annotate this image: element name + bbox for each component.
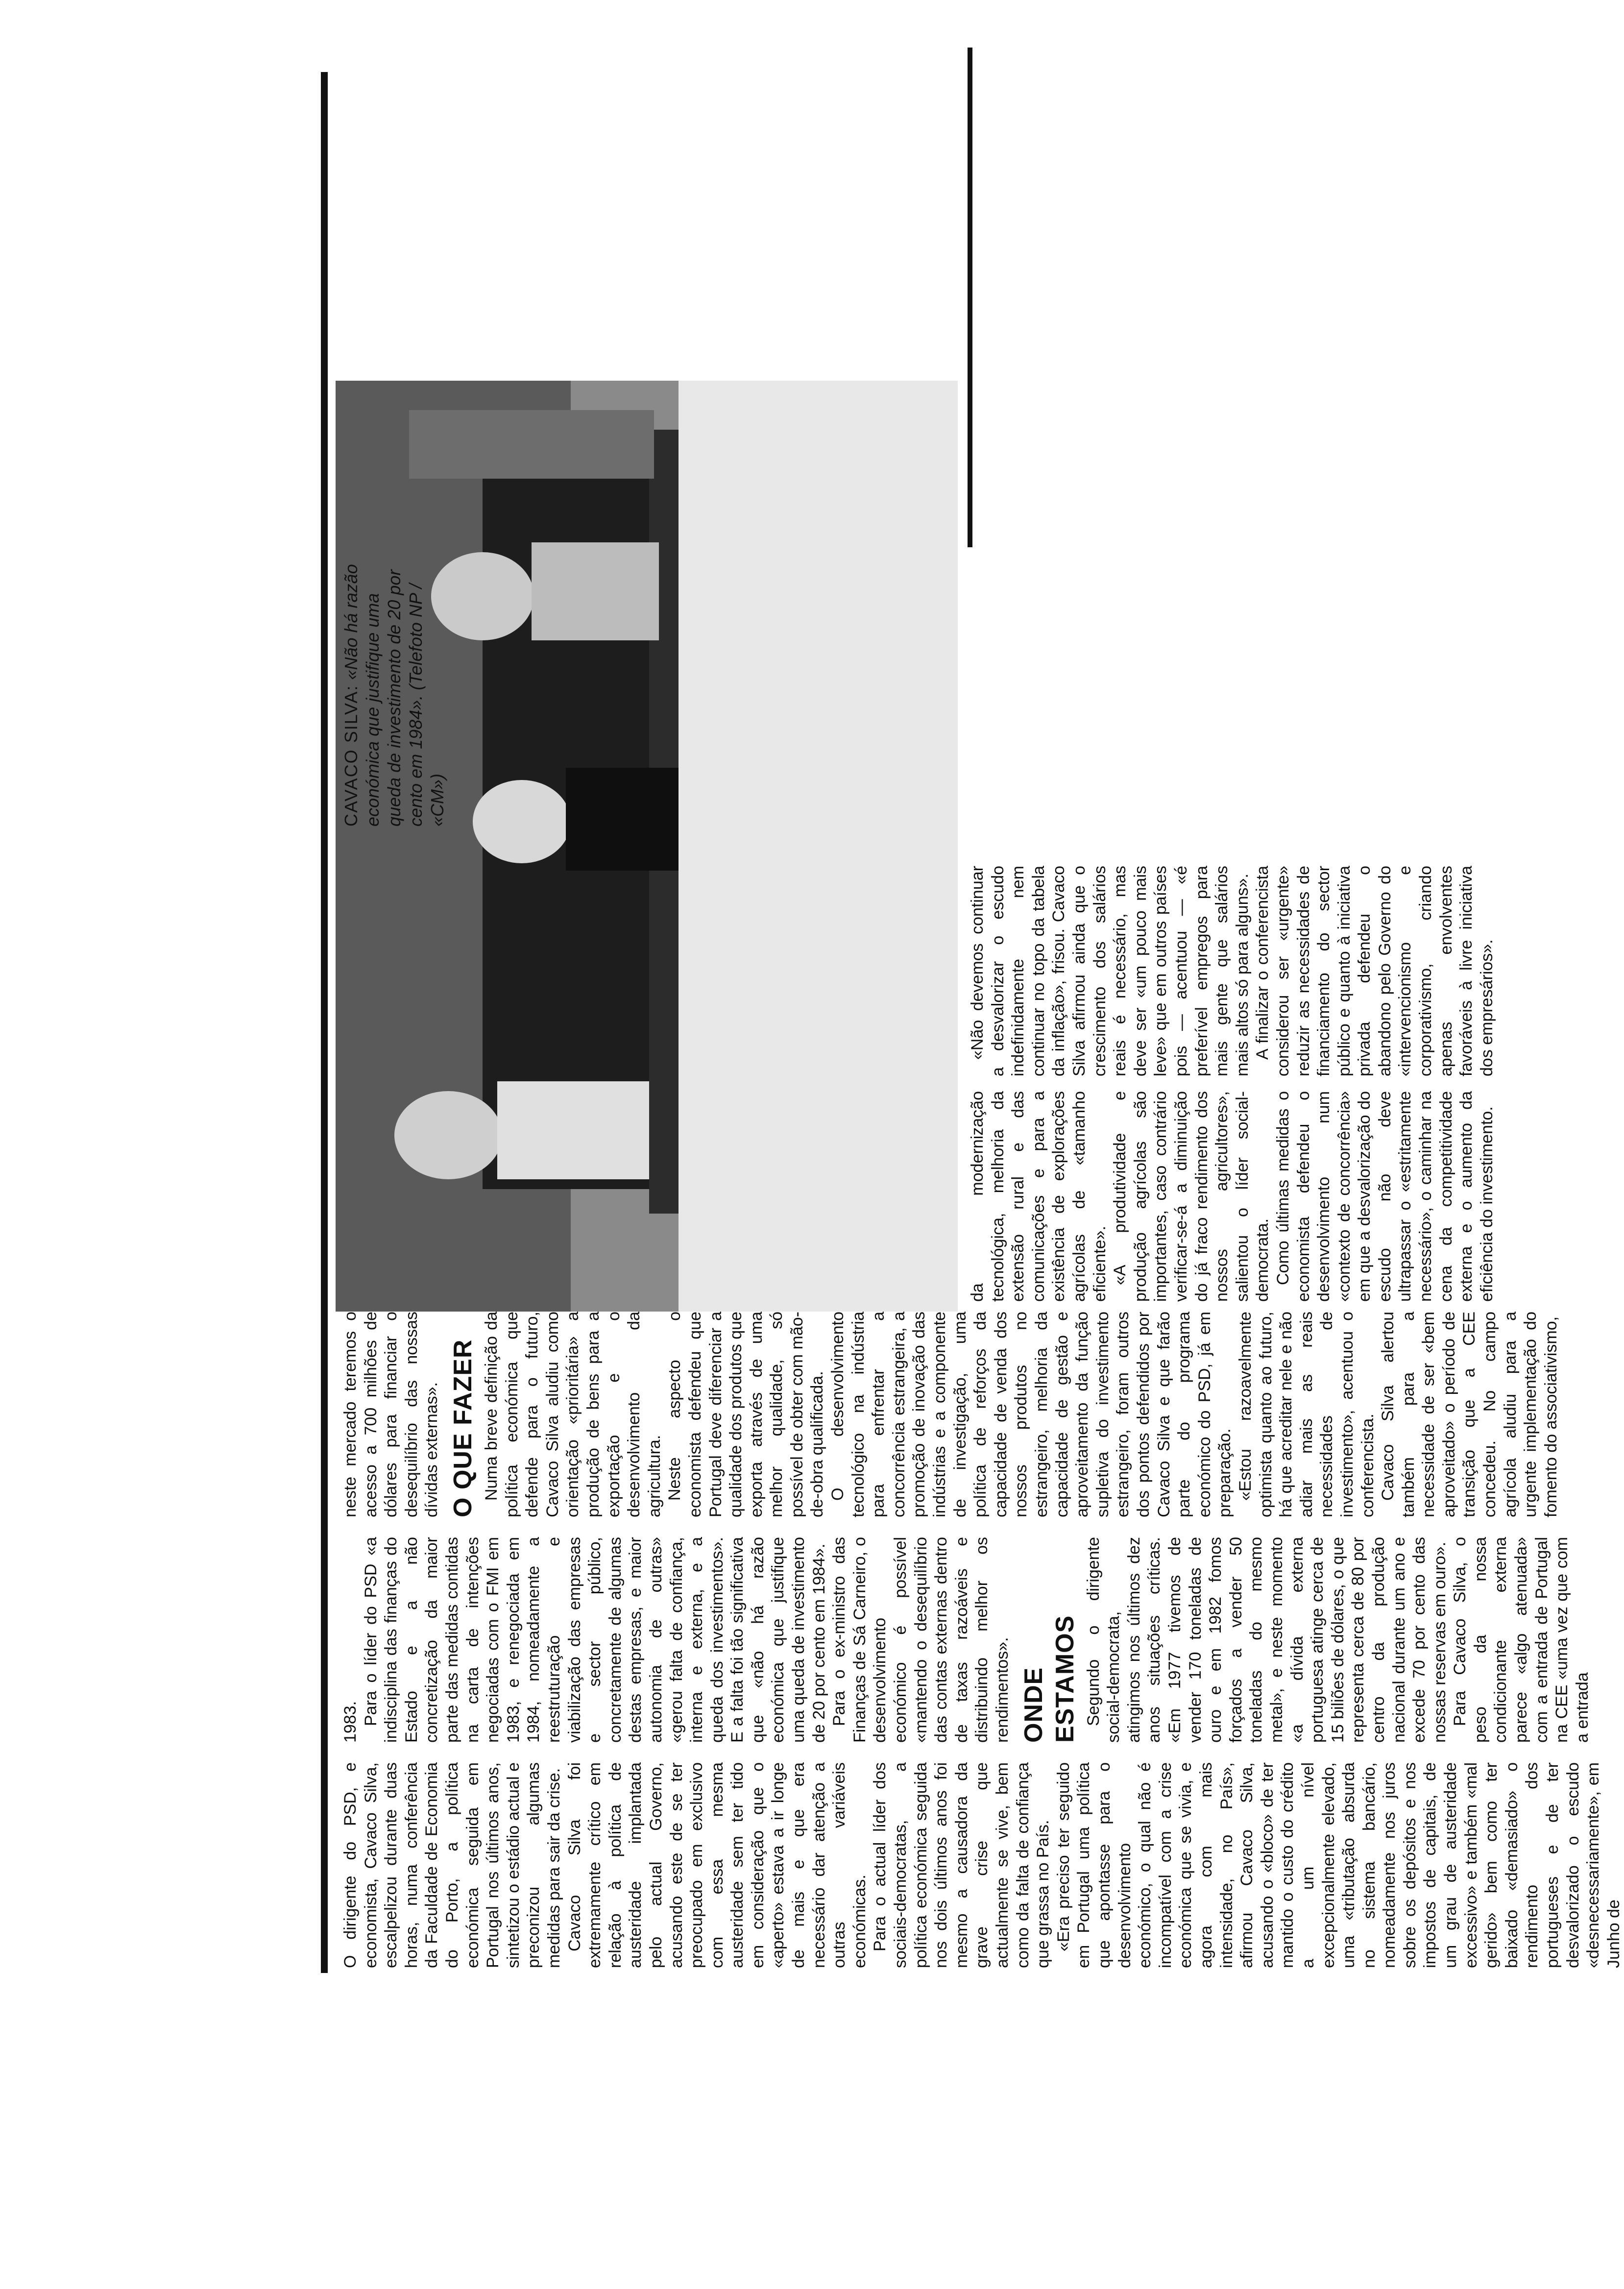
article-column-2 — [340, 1537, 1593, 1743]
caption-text: «Não há razão económica que justifique uma queda de investimento de 20 por cento em 1984». (Telefoto NP / «CM») — [341, 564, 447, 827]
paragraph: Para o líder do PSD «a indisciplina das finanças do Estado e a não concretização da maior parte das medidas contidas na carta de intenções negociadas com o FMI em 1983, e renegociada em 1984, nomeadamente a reestruturação e viabilização das empresas e sector público, concretamente de algumas destas empresas, e maior autonomia de outras» «gerou falta de confiança, interna e externa, e a queda dos investimentos». E a falta foi tão significativa que «não há razão económica que justifique uma queda de investimento de 20 por cento em 1984». — [361, 1537, 828, 1743]
paragraph: A finalizar o conferencista considerou ser «urgente» reduzir as necessidades de financiamento do sector público e quanto à iniciativa privada defendeu o abandono pelo Governo do «intervencionismo e corporativismo, criando apenas envolventes favoráveis à livre iniciativa dos empresários». — [1253, 866, 1496, 1076]
section-heading-onde-estamos: ONDE ESTAMOS — [1019, 1615, 1079, 1743]
paragraph: Como últimas medidas o economista defendeu o desenvolvimento num «contexto de concorrência» em que a desvalorização do escudo não deve ultrapassar o «estritamente necessário», o caminhar na cena da competitividade externa e o aumento da eficiência do investimento. — [1273, 1091, 1496, 1302]
paragraph: Cavaco Silva foi extremamente crítico em relação à política de austeridade implantada pelo actual Governo, acusando este de se ter preocupado em exclusivo com essa mesma austeridade sem ter tido em consideração que o «aperto» estava a ir longe de mais e que era necessário dar atenção a outras variáveis económicas. — [565, 1762, 869, 1968]
paragraph: neste mercado teremos o acesso a 700 milhões de dólares para financiar o desequilíbrio das nossas dívidas externas». — [341, 1312, 441, 1517]
paragraph: Neste aspecto o economista defendeu que Portugal deve diferenciar a qualidade dos produtos que exporta através de uma melhor qualidade, só possível de obter com mão-de-obra qualificada. — [665, 1312, 827, 1517]
paragraph: Para Cavaco Silva, o peso da nossa condicionante externa parece «algo atenuada» com a entrada de Portugal na CEE «uma vez que com a entrada — [1451, 1537, 1592, 1743]
paragraph: Numa breve definição da política económica que defende para o futuro, Cavaco Silva aludiu como orientação «prioritária» a produção de bens para a exportação e o desenvolvimento da agricultura. — [482, 1312, 664, 1517]
article-column-5 — [968, 866, 1497, 1076]
paragraph: Cavaco Silva alertou também para a necessidade de ser «bem aproveitado» o período de transição que a CEE concedeu. No campo agrícola aludiu para a urgente implementação do fomento do associativismo, — [1379, 1312, 1560, 1517]
paragraph: Para o ex-ministro das Finanças de Sá Carneiro, o desenvolvimento económico é possível «mantendo o desequilíbrio das contas externas dentro de taxas razoáveis e distribuindo melhor os rendimentos». — [830, 1537, 1012, 1743]
paragraph: Para o actual líder dos sociais-democratas, a política económica seguida nos dois últimos anos foi mesmo a causadora da grave crise que actualmente se vive, bem como da falta de confiança que grassa no País. — [871, 1762, 1053, 1968]
article-column-4 — [968, 1091, 1497, 1302]
paragraph: «Era preciso ter seguido em Portugal uma política que apontasse para o desenvolvimento económico, o qual não é incompatível com a crise económica que se vivia, e agora com mais intensidade, no País», afirmou Cavaco Silva, acusando o «bloco» de ter mantido o custo do crédito a um nível excepcionalmente elevado, uma «tributação absurda no sistema bancário, nomeadamente nos juros sobre os depósitos e nos impostos de capitais, de um grau de austeridade excessivo» e também «mal gerido» bem como ter baixado «demasiado» o rendimento dos portugueses e de ter desvalorizado o escudo «desnecessariamente», em Junho de — [1054, 1762, 1623, 1968]
caption-rule — [968, 48, 972, 547]
article-column-1 — [340, 1762, 1624, 1968]
paragraph: «A produtividade e produção agrícolas são importantes, caso contrário verificar-se-á a diminuição do já fraco rendimento dos nossos agricultores», salientou o líder social-democrata. — [1111, 1091, 1272, 1302]
rotated-newspaper-page — [321, 40, 1623, 1968]
paragraph: Segundo o dirigente social-democrata, atingimos nos últimos dez anos situações críticas. «Em 1977 tivemos de vender 170 toneladas de ouro e em 1982 fomos forçados a vender 50 toneladas do mesmo metal», e neste momento «a dívida externa portuguesa atinge cerca de 15 biliões de dólares, o que representa cerca de 80 por centro da produção nacional durante um ano e excede 70 por cento das nossas reservas em ouro». — [1084, 1537, 1449, 1743]
section-heading-o-que-fazer: O QUE FAZER — [448, 1339, 477, 1517]
news-photo — [336, 381, 958, 1312]
top-rule — [321, 72, 328, 1973]
paragraph: O desenvolvimento tecnológico na indústria para enfrentar a concorrência estrangeira, a promoção de inovação das indústrias e a componente de investigação, uma política de reforços da capacidade de venda dos nossos produtos no estrangeiro, melhoria da capacidade de gestão e aproveitamento da função supletiva do investimento estrangeiro, foram outros dos pontos defendidos por Cavaco Silva e que farão parte do programa económico do PSD, já em preparação. — [828, 1312, 1235, 1517]
photo-graphic — [336, 381, 958, 1312]
paragraph: «Não devemos continuar a desvalorizar o escudo indefinidamente nem continuar no topo da tabela da inflação», frisou. Cavaco Silva afirmou ainda que o crescimento dos salários reais é necessário, mas deve ser «um pouco mais leve» que em outros países pois — acentuou — «é preferível empregos para mais gente que salários mais altos só para alguns». — [968, 866, 1252, 1076]
paragraph: O dirigente do PSD, e economista, Cavaco Silva, escalpelizou durante duas horas, numa conferência da Faculdade de Economia do Porto, a política económica seguida em Portugal nos últimos anos, sintetizou o estádio actual e preconizou algumas medidas para sair da crise. — [341, 1762, 563, 1968]
article-column-3 — [340, 1312, 1561, 1517]
photo-caption — [340, 552, 448, 827]
caption-name: CAVACO SILVA: — [341, 684, 361, 827]
paragraph: da modernização tecnológica, melhoria da extensão rural e das comunicações e para a existência de explorações agrícolas de «tamanho eficiente». — [968, 1091, 1109, 1302]
paragraph: «Estou razoavelmente optimista quanto ao futuro, há que acreditar nele e não adiar mais as reais necessidades de investimento», acentuou o conferencista. — [1236, 1312, 1377, 1517]
paragraph: 1983. — [341, 1701, 360, 1743]
